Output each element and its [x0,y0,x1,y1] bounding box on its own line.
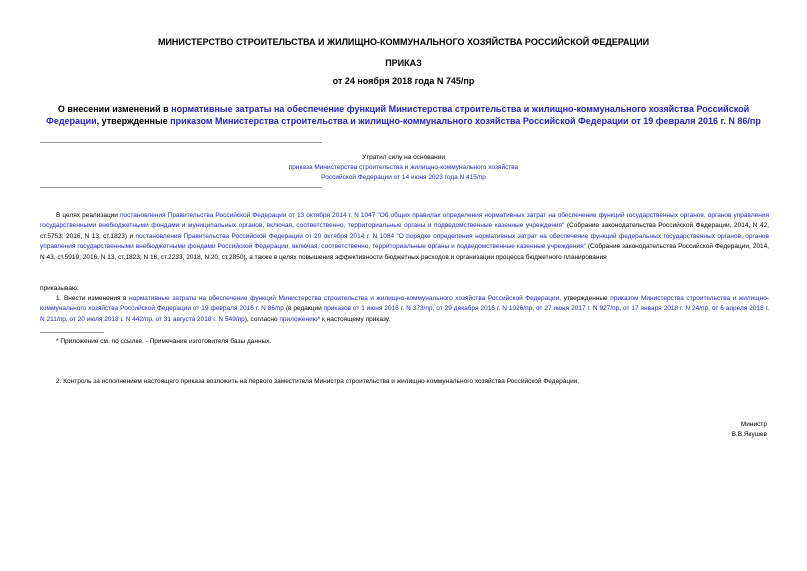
item1-text-5: * к настоящему приказу. [317,315,391,323]
item1-text-2: , утвержденные [559,295,611,302]
status-note-link[interactable]: приказа Министерства строительства и жилищно-коммунального хозяйства [288,164,519,171]
note-bottom-divider [40,187,322,188]
title-text-2: , утвержденные [96,116,171,126]
preamble-link-1084[interactable]: постановления Правительства Российской Федерации от 20 октября 2014 г. N 1084 "О порядке определения нормативных затрат на обеспечение функций федеральных государственных органов, органов управления государственными внебюджетными фондами Российской Федерации, включая, соответственно, территориальные органы и подведомственные казенные учреждения" [40,232,769,251]
title-text-1: О внесении изменений в [57,104,172,114]
order-word: приказываю: [40,285,79,292]
doc-title [40,103,767,127]
item1-text-3: (в редакции [283,305,324,313]
preamble-link-1047[interactable]: постановления Правительства Российской Федерации от 13 октября 2014 г. N 1047 "Об общих правилах определения нормативных затрат на обеспечение функций государственных органов, органов управления государственными внебюджетными фондами и муниципальных органов, включая, соответственно, территориальные органы и подведомственные казенные учреждения" [40,212,769,230]
status-note [40,153,767,183]
status-note-link-date[interactable]: Российской Федерации от 14 июня 2023 года N 415/пр [321,174,486,181]
doc-date-heading: от 24 ноября 2018 года N 745/пр [332,76,475,86]
preamble-text-3: (Собрание законодательства Российской Федерации, 2014, N 43, ст.5919; 2016, N 13, ст.1823; N 16, ст.2233, 2018, N 20, ст.2850), а также в целях повышения эффективности бюджетных расходов и организации процесса бюджетного планирования [40,243,769,261]
item1-link-amendments[interactable]: приказов от 1 июня 2016 г. N 373/пр, от 29 декабря 2016 г. N 1026/пр, от 27 июня 2017 г. N 927/пр, от 17 января 2018 г. N 24/пр, от 6 апреля 2018 г. N 211/пр, от 20 июля 2018 г. N 442/пр, от 31 августа 2018 г. N 549/пр [40,305,770,323]
footnote-divider [40,332,104,333]
status-note-line: Утратил силу на основании [361,154,446,161]
signature-position: Министр [740,421,767,428]
item1-text-1: 1. Внести изменения в [56,295,130,302]
item1-text-4: ), согласно [244,315,280,323]
title-link-norms[interactable]: нормативные затраты на обеспечение функций Министерства строительства и жилищно-коммунального хозяйства Российской Федерации [46,104,750,126]
item1-link-appendix[interactable]: приложению [279,315,318,323]
item1-link-order-86[interactable]: приказом Министерства строительства и жилищно-коммунального хозяйства Российской Федерации от 19 февраля 2016 г. N 86/пр [40,295,769,313]
doc-type-heading: ПРИКАЗ [385,58,422,68]
item-1-paragraph [40,294,769,325]
title-link-order-86[interactable]: приказом Министерства строительства и жилищно-коммунального хозяйства Российской Федерации от 19 февраля 2016 г. N 86/пр [170,116,761,126]
footnote: * Приложение см. по ссылке. - Примечание изготовителя базы данных. [56,338,272,345]
preamble-paragraph [40,211,769,263]
ministry-heading: МИНИСТЕРСТВО СТРОИТЕЛЬСТВА И ЖИЛИЩНО-КОММУНАЛЬНОГО ХОЗЯЙСТВА РОССИЙСКОЙ ФЕДЕРАЦИИ [157,37,650,47]
preamble-text-1: В целях реализации [56,212,121,219]
item-2-paragraph: 2. Контроль за исполнением настоящего приказа возложить на первого заместителя Министра строительства и жилищно-коммунального хозяйства Российской Федерации. [56,378,580,385]
signature-name: В.В.Якушев [731,431,767,438]
preamble-text-2: (Собрание законодательства Российской Федерации, 2014, N 42, ст.5753; 2016, N 13, ст.1823) и [40,222,769,240]
item1-link-norms[interactable]: нормативные затраты на обеспечение функций Министерства строительства и жилищно-коммунального хозяйства Российской Федерации [129,295,560,302]
note-top-divider [40,142,322,143]
